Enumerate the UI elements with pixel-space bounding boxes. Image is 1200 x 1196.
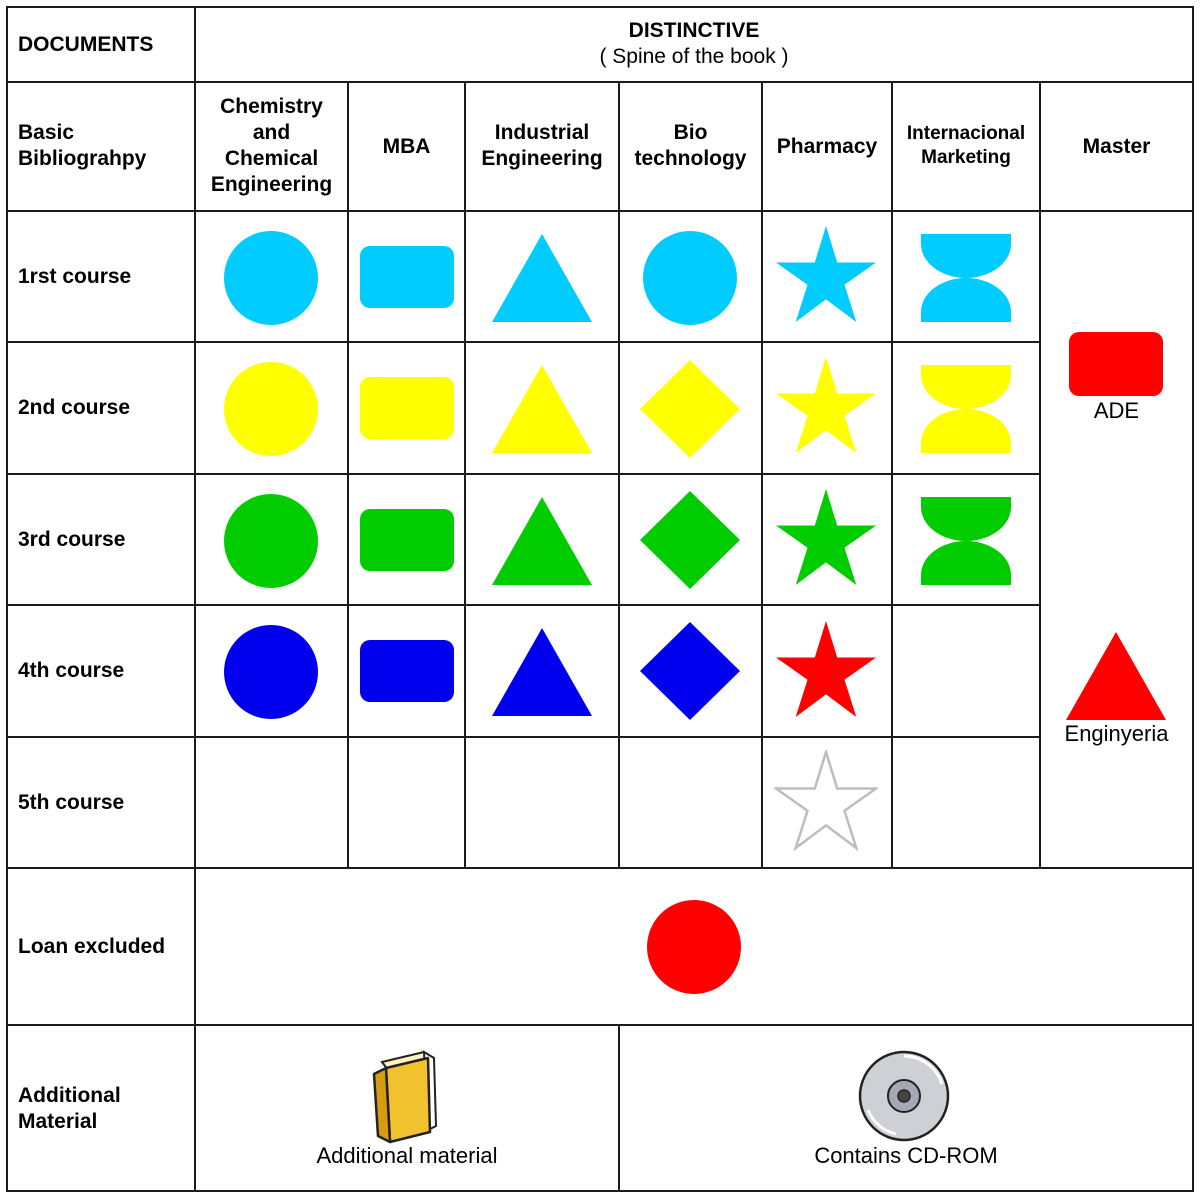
grid-line xyxy=(6,1024,1194,1026)
star-icon-pharmacy-course-1 xyxy=(774,224,878,328)
row-header-loan-excluded: Loan excluded xyxy=(18,935,166,958)
column-header-international-marketing: Internacional Marketing xyxy=(906,123,1026,168)
grid-line xyxy=(6,210,1194,212)
column-header-master: Master xyxy=(1082,135,1151,158)
triangle-icon-industrial-course-1 xyxy=(490,232,594,324)
circle-icon-chemistry-course-4 xyxy=(222,623,320,721)
diamond-icon-biotechnology-course-2 xyxy=(638,358,742,460)
circle-icon-chemistry-course-3 xyxy=(222,492,320,590)
documents-header: DOCUMENTS xyxy=(18,33,154,56)
grid-line xyxy=(6,341,1040,343)
grid-line xyxy=(6,6,1194,8)
row-header-course-5: 5th course xyxy=(18,791,125,814)
column-header-industrial-engineering: Industrial Engineering xyxy=(481,121,603,170)
grid-line xyxy=(6,473,1040,475)
row-header-course-1: 1rst course xyxy=(18,265,132,288)
distinctive-header: DISTINCTIVE xyxy=(628,19,760,42)
diamond-icon-biotechnology-course-3 xyxy=(638,489,742,591)
circle-icon-chemistry-course-1 xyxy=(222,229,320,327)
diamond-icon-biotechnology-course-4 xyxy=(638,620,742,722)
circle-icon-chemistry-course-2 xyxy=(222,360,320,458)
triangle-icon-master-enginyeria xyxy=(1064,630,1168,722)
row-header-course-4: 4th course xyxy=(18,659,125,682)
column-header-chemistry: Chemistry and Chemical Engineering xyxy=(210,95,333,196)
master-ade-label: ADE xyxy=(1093,398,1140,423)
book-icon xyxy=(368,1048,444,1144)
rounded-rect-icon-master-ade xyxy=(1067,330,1165,398)
hourglass-icon-international-course-3 xyxy=(917,493,1015,589)
grid-line xyxy=(618,81,620,869)
rounded-rect-icon-mba-course-1 xyxy=(358,244,456,310)
grid-line xyxy=(6,81,1194,83)
red-circle-icon-loan-excluded xyxy=(645,898,743,996)
cd-rom-icon xyxy=(856,1048,952,1144)
grid-line xyxy=(347,81,349,869)
star-icon-pharmacy-course-2 xyxy=(774,355,878,459)
cd-rom-caption: Contains CD-ROM xyxy=(814,1143,998,1168)
circle-icon-biotechnology-course-1 xyxy=(641,229,739,327)
grid-line xyxy=(1192,6,1194,1192)
additional-material-caption: Additional material xyxy=(316,1143,498,1168)
master-enginyeria-label: Enginyeria xyxy=(1064,721,1169,746)
rounded-rect-icon-mba-course-4 xyxy=(358,638,456,704)
rounded-rect-icon-mba-course-3 xyxy=(358,507,456,573)
row-header-course-2: 2nd course xyxy=(18,396,131,419)
row-header-course-3: 3rd course xyxy=(18,528,126,551)
grid-line xyxy=(761,81,763,869)
grid-line xyxy=(1039,81,1041,869)
distinctive-subheader: ( Spine of the book ) xyxy=(599,45,789,68)
triangle-icon-industrial-course-3 xyxy=(490,495,594,587)
hourglass-icon-international-course-1 xyxy=(917,230,1015,326)
grid-line xyxy=(891,81,893,869)
rounded-rect-icon-mba-course-2 xyxy=(358,375,456,441)
grid-line xyxy=(6,6,8,1192)
triangle-icon-industrial-course-4 xyxy=(490,626,594,718)
grid-line xyxy=(6,1190,1194,1192)
triangle-icon-industrial-course-2 xyxy=(490,363,594,455)
hourglass-icon-international-course-2 xyxy=(917,361,1015,457)
star-icon-pharmacy-course-3 xyxy=(774,487,878,591)
outline-star-icon-pharmacy-course-5 xyxy=(774,750,878,854)
column-header-pharmacy: Pharmacy xyxy=(776,135,878,158)
column-header-biotechnology: Bio technology xyxy=(634,121,747,170)
column-header-mba: MBA xyxy=(382,135,431,158)
grid-line xyxy=(6,736,1040,738)
grid-line xyxy=(6,867,1194,869)
grid-line xyxy=(6,604,1040,606)
star-icon-pharmacy-course-4 xyxy=(774,619,878,723)
column-header-basic-bibliography: Basic Bibliograhpy xyxy=(18,121,147,170)
grid-line xyxy=(464,81,466,869)
row-header-additional-material: Additional Material xyxy=(18,1084,121,1133)
